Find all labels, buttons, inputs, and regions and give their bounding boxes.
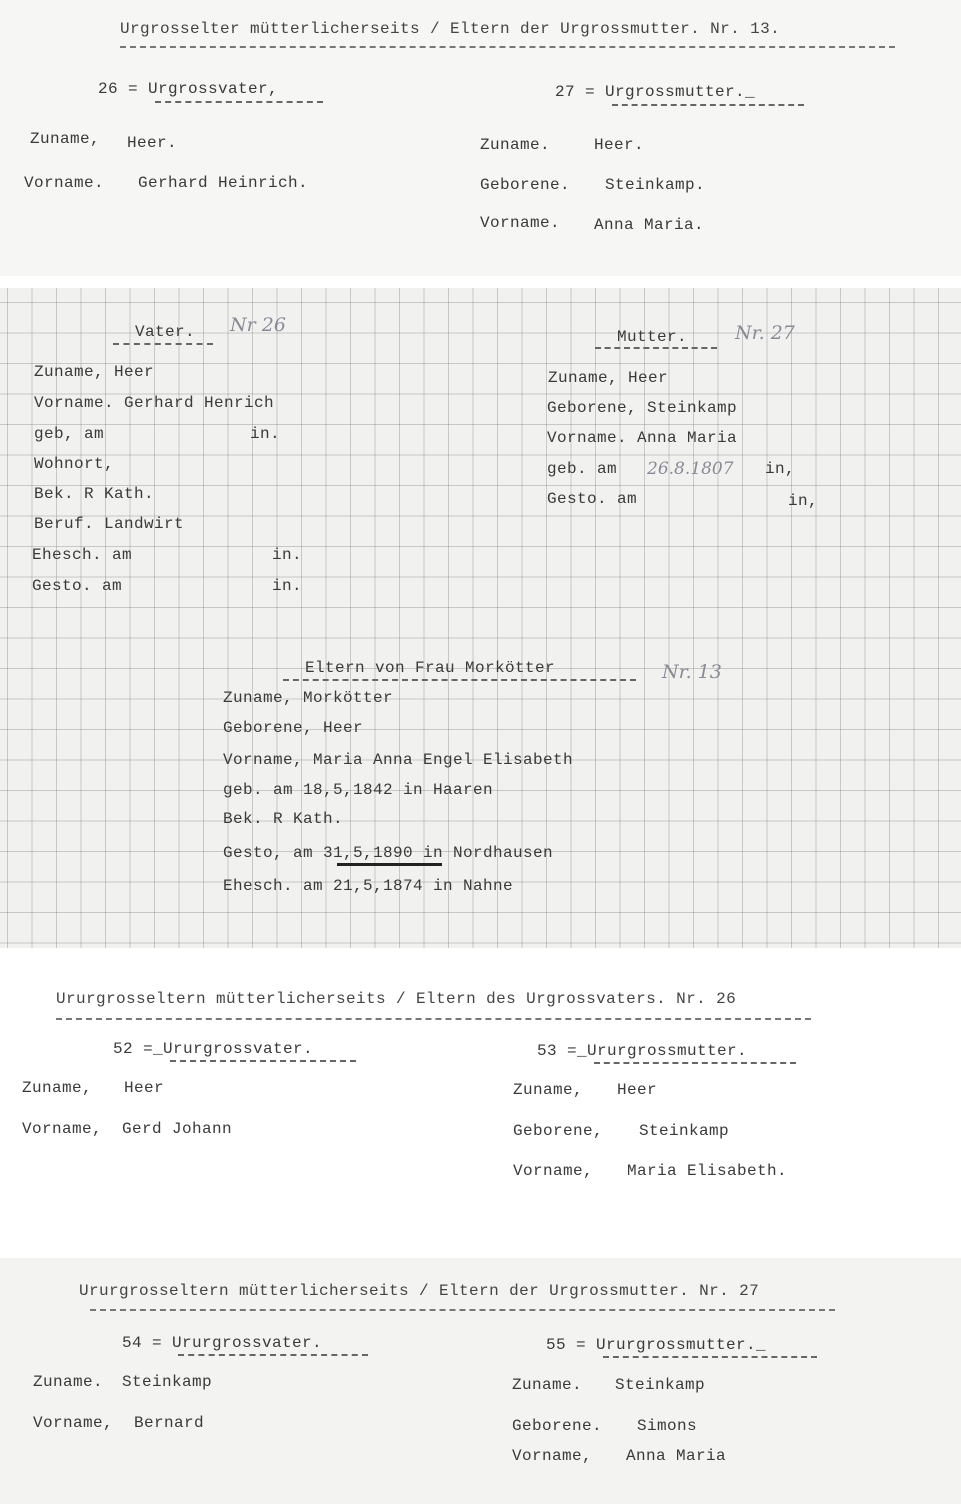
vater-line-bek: Bek. R Kath. xyxy=(34,485,155,503)
father-zuname-label: Zuname. xyxy=(33,1373,104,1391)
header-dash-line xyxy=(90,1309,835,1311)
mother-zuname-value: Steinkamp xyxy=(615,1376,706,1394)
father-title: 54 = Ururgrossvater. xyxy=(122,1334,323,1352)
vater-line-vorname: Vorname. Gerhard Henrich xyxy=(34,394,275,412)
father-vorname-value: Gerhard Heinrich. xyxy=(138,174,309,192)
mother-vorname-label: Vorname. xyxy=(480,214,561,232)
mutter-line-geb: geb. am xyxy=(547,460,618,478)
mother-zuname-label: Zuname, xyxy=(513,1081,584,1099)
mother-title: 27 = Urgrossmutter._ xyxy=(555,83,756,101)
mother-title: 55 = Ururgrossmutter._ xyxy=(546,1336,767,1354)
grid-paper-sheet xyxy=(0,288,961,948)
header-dash-line xyxy=(120,46,895,48)
father-title-underline xyxy=(170,1060,356,1062)
vater-line-zuname: Zuname, Heer xyxy=(34,363,155,381)
vater-line-ehesch: Ehesch. am xyxy=(32,546,133,564)
eltern-title-underline xyxy=(283,679,636,681)
mother-vorname-label: Vorname, xyxy=(513,1162,594,1180)
mother-title-underline xyxy=(594,1062,796,1064)
vater-handnote: Nr 26 xyxy=(230,314,286,336)
father-vorname-value: Gerd Johann xyxy=(122,1120,233,1138)
eltern-line-zuname: Zuname, Morkötter xyxy=(223,689,394,707)
father-zuname-value: Heer xyxy=(124,1079,165,1097)
eltern-handnote: Nr. 13 xyxy=(662,661,722,683)
vater-line-geb: geb, am xyxy=(34,425,105,443)
vater-line-beruf: Beruf. Landwirt xyxy=(34,515,185,533)
section-ururgrosseltern-27 xyxy=(0,1258,961,1504)
section-header: Urgrosselter mütterlicherseits / Eltern der Urgrossmutter. Nr. 13. xyxy=(120,20,781,38)
father-title: 26 = Urgrossvater, xyxy=(98,80,279,98)
father-zuname-value: Heer. xyxy=(127,134,178,152)
mother-geborene-value: Steinkamp xyxy=(639,1122,730,1140)
eltern-line-vorname: Vorname, Maria Anna Engel Elisabeth xyxy=(223,751,574,769)
father-vorname-label: Vorname, xyxy=(33,1414,114,1432)
father-zuname-label: Zuname, xyxy=(22,1079,93,1097)
father-title-underline xyxy=(178,1354,368,1356)
father-vorname-label: Vorname, xyxy=(22,1120,103,1138)
eltern-line-gesto: Gesto, am 31,5,1890 in Nordhausen xyxy=(223,844,554,862)
vater-line-wohnort: Wohnort, xyxy=(34,455,115,473)
mother-geborene-value: Steinkamp. xyxy=(605,176,706,194)
mutter-title: Mutter. xyxy=(617,328,688,346)
vater-ehesch-in: in. xyxy=(272,546,303,564)
vater-geb-in: in. xyxy=(250,425,281,443)
eltern-line-bek: Bek. R Kath. xyxy=(223,810,344,828)
mother-geborene-label: Geborene, xyxy=(513,1122,604,1140)
death-date-underline xyxy=(337,863,442,866)
eltern-line-ehesch: Ehesch. am 21,5,1874 in Nahne xyxy=(223,877,514,895)
mutter-line-gesto: Gesto. am xyxy=(547,490,638,508)
mother-geborene-label: Geborene. xyxy=(512,1417,603,1435)
vater-title: Vater. xyxy=(135,323,196,341)
father-vorname-label: Vorname. xyxy=(24,174,105,192)
mutter-geb-date: 26.8.1807 xyxy=(647,459,734,479)
mutter-title-underline xyxy=(595,347,717,349)
mutter-gesto-in: in, xyxy=(788,492,819,510)
father-title: 52 =_Ururgrossvater. xyxy=(113,1040,314,1058)
section-header: Ururgrosseltern mütterlicherseits / Eltern der Urgrossmutter. Nr. 27 xyxy=(79,1282,760,1300)
mutter-line-vorname: Vorname. Anna Maria xyxy=(547,429,738,447)
vater-gesto-in: in. xyxy=(272,577,303,595)
header-dash-line xyxy=(56,1018,811,1020)
mother-vorname-label: Vorname, xyxy=(512,1447,593,1465)
mother-zuname-value: Heer xyxy=(617,1081,658,1099)
mother-vorname-value: Anna Maria. xyxy=(594,216,705,234)
mutter-line-geborene: Geborene, Steinkamp xyxy=(547,399,738,417)
mother-title-underline xyxy=(612,104,804,106)
eltern-title: Eltern von Frau Morkötter xyxy=(305,659,556,677)
mother-zuname-label: Zuname. xyxy=(512,1376,583,1394)
eltern-line-geb: geb. am 18,5,1842 in Haaren xyxy=(223,781,494,799)
section-ururgrosseltern-26 xyxy=(0,960,961,1240)
section-urgrosseltern-13 xyxy=(0,0,961,276)
vater-line-gesto: Gesto. am xyxy=(32,577,123,595)
father-zuname-label: Zuname, xyxy=(30,130,101,148)
eltern-line-geborene: Geborene, Heer xyxy=(223,719,364,737)
mother-vorname-value: Maria Elisabeth. xyxy=(627,1162,788,1180)
mutter-line-zuname: Zuname, Heer xyxy=(548,369,669,387)
vater-title-underline xyxy=(113,343,213,345)
father-zuname-value: Steinkamp xyxy=(122,1373,213,1391)
mutter-geb-in: in, xyxy=(765,460,796,478)
father-vorname-value: Bernard xyxy=(134,1414,205,1432)
mother-zuname-value: Heer. xyxy=(594,136,645,154)
section-header: Ururgrosseltern mütterlicherseits / Eltern des Urgrossvaters. Nr. 26 xyxy=(56,990,737,1008)
mother-title-underline xyxy=(603,1356,817,1358)
mother-geborene-value: Simons xyxy=(637,1417,698,1435)
mother-zuname-label: Zuname. xyxy=(480,136,551,154)
mother-geborene-label: Geborene. xyxy=(480,176,571,194)
mutter-handnote: Nr. 27 xyxy=(735,322,795,344)
mother-vorname-value: Anna Maria xyxy=(626,1447,727,1465)
mother-title: 53 =_Ururgrossmutter. xyxy=(537,1042,748,1060)
father-title-underline xyxy=(155,101,323,103)
